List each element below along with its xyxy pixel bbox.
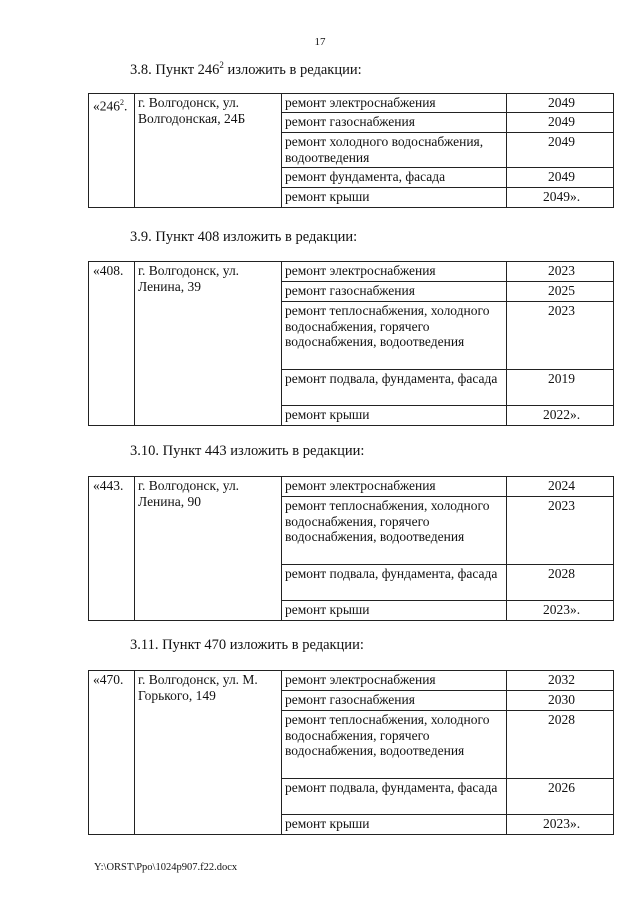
year-cell: 2022». <box>507 406 614 426</box>
table-443 <box>88 476 614 621</box>
table-470 <box>88 670 614 835</box>
year-cell: 2030 <box>507 691 614 711</box>
year-cell: 2032 <box>507 671 614 691</box>
work-cell: ремонт газоснабжения <box>282 282 507 302</box>
address-cell: г. Волгодонск, ул. Ленина, 39 <box>135 262 282 426</box>
work-cell: ремонт электроснабжения <box>282 671 507 691</box>
work-cell: ремонт теплоснабжения, холодного водоснабжения, горячего водоснабжения, водоотведения <box>282 302 507 370</box>
section-heading-3-10: 3.10. Пункт 443 изложить в редакции: <box>130 443 365 459</box>
work-cell: ремонт газоснабжения <box>282 691 507 711</box>
section-heading-3-11: 3.11. Пункт 470 изложить в редакции: <box>130 637 364 653</box>
year-cell: 2023». <box>507 601 614 621</box>
item-number: «443. <box>89 477 135 621</box>
item-number: «408. <box>89 262 135 426</box>
section-heading-3-8: 3.8. Пункт $246^2$ изложить в редакции: <box>130 60 362 78</box>
work-cell: ремонт крыши <box>282 815 507 835</box>
year-cell: 2049 <box>507 133 614 168</box>
table-row <box>89 94 614 113</box>
work-cell: ремонт электроснабжения <box>282 262 507 282</box>
work-cell: ремонт крыши <box>282 188 507 208</box>
year-cell: 2049 <box>507 168 614 188</box>
year-cell: 2026 <box>507 779 614 815</box>
item-number: «$246^2$. <box>89 94 135 208</box>
year-cell: 2023 <box>507 497 614 565</box>
work-cell: ремонт крыши <box>282 601 507 621</box>
table-408 <box>88 261 614 426</box>
year-cell: 2049». <box>507 188 614 208</box>
file-path-footer: Y:\ORST\Ppo\1024p907.f22.docx <box>94 862 238 873</box>
address-cell: г. Волгодонск, ул. Волгодонская, 24Б <box>135 94 282 208</box>
work-cell: ремонт теплоснабжения, холодного водоснабжения, горячего водоснабжения, водоотведения <box>282 497 507 565</box>
year-cell: 2023 <box>507 262 614 282</box>
work-cell: ремонт подвала, фундамента, фасада <box>282 565 507 601</box>
work-cell: ремонт электроснабжения <box>282 94 507 113</box>
year-cell: 2023 <box>507 302 614 370</box>
table-row <box>89 671 614 691</box>
work-cell: ремонт газоснабжения <box>282 113 507 133</box>
table-row <box>89 262 614 282</box>
work-cell: ремонт фундамента, фасада <box>282 168 507 188</box>
year-cell: 2025 <box>507 282 614 302</box>
work-cell: ремонт электроснабжения <box>282 477 507 497</box>
year-cell: 2023». <box>507 815 614 835</box>
work-cell: ремонт холодного водоснабжения, водоотведения <box>282 133 507 168</box>
address-cell: г. Волгодонск, ул. М. Горького, 149 <box>135 671 282 835</box>
table-246-2 <box>88 93 614 208</box>
year-cell: 2049 <box>507 94 614 113</box>
page-number: 17 <box>314 36 326 48</box>
section-heading-3-9: 3.9. Пункт 408 изложить в редакции: <box>130 229 358 245</box>
item-number: «470. <box>89 671 135 835</box>
year-cell: 2019 <box>507 370 614 406</box>
year-cell: 2028 <box>507 565 614 601</box>
address-cell: г. Волгодонск, ул. Ленина, 90 <box>135 477 282 621</box>
year-cell: 2049 <box>507 113 614 133</box>
year-cell: 2028 <box>507 711 614 779</box>
work-cell: ремонт подвала, фундамента, фасада <box>282 779 507 815</box>
work-cell: ремонт теплоснабжения, холодного водоснабжения, горячего водоснабжения, водоотведения <box>282 711 507 779</box>
work-cell: ремонт подвала, фундамента, фасада <box>282 370 507 406</box>
work-cell: ремонт крыши <box>282 406 507 426</box>
year-cell: 2024 <box>507 477 614 497</box>
table-row <box>89 477 614 497</box>
